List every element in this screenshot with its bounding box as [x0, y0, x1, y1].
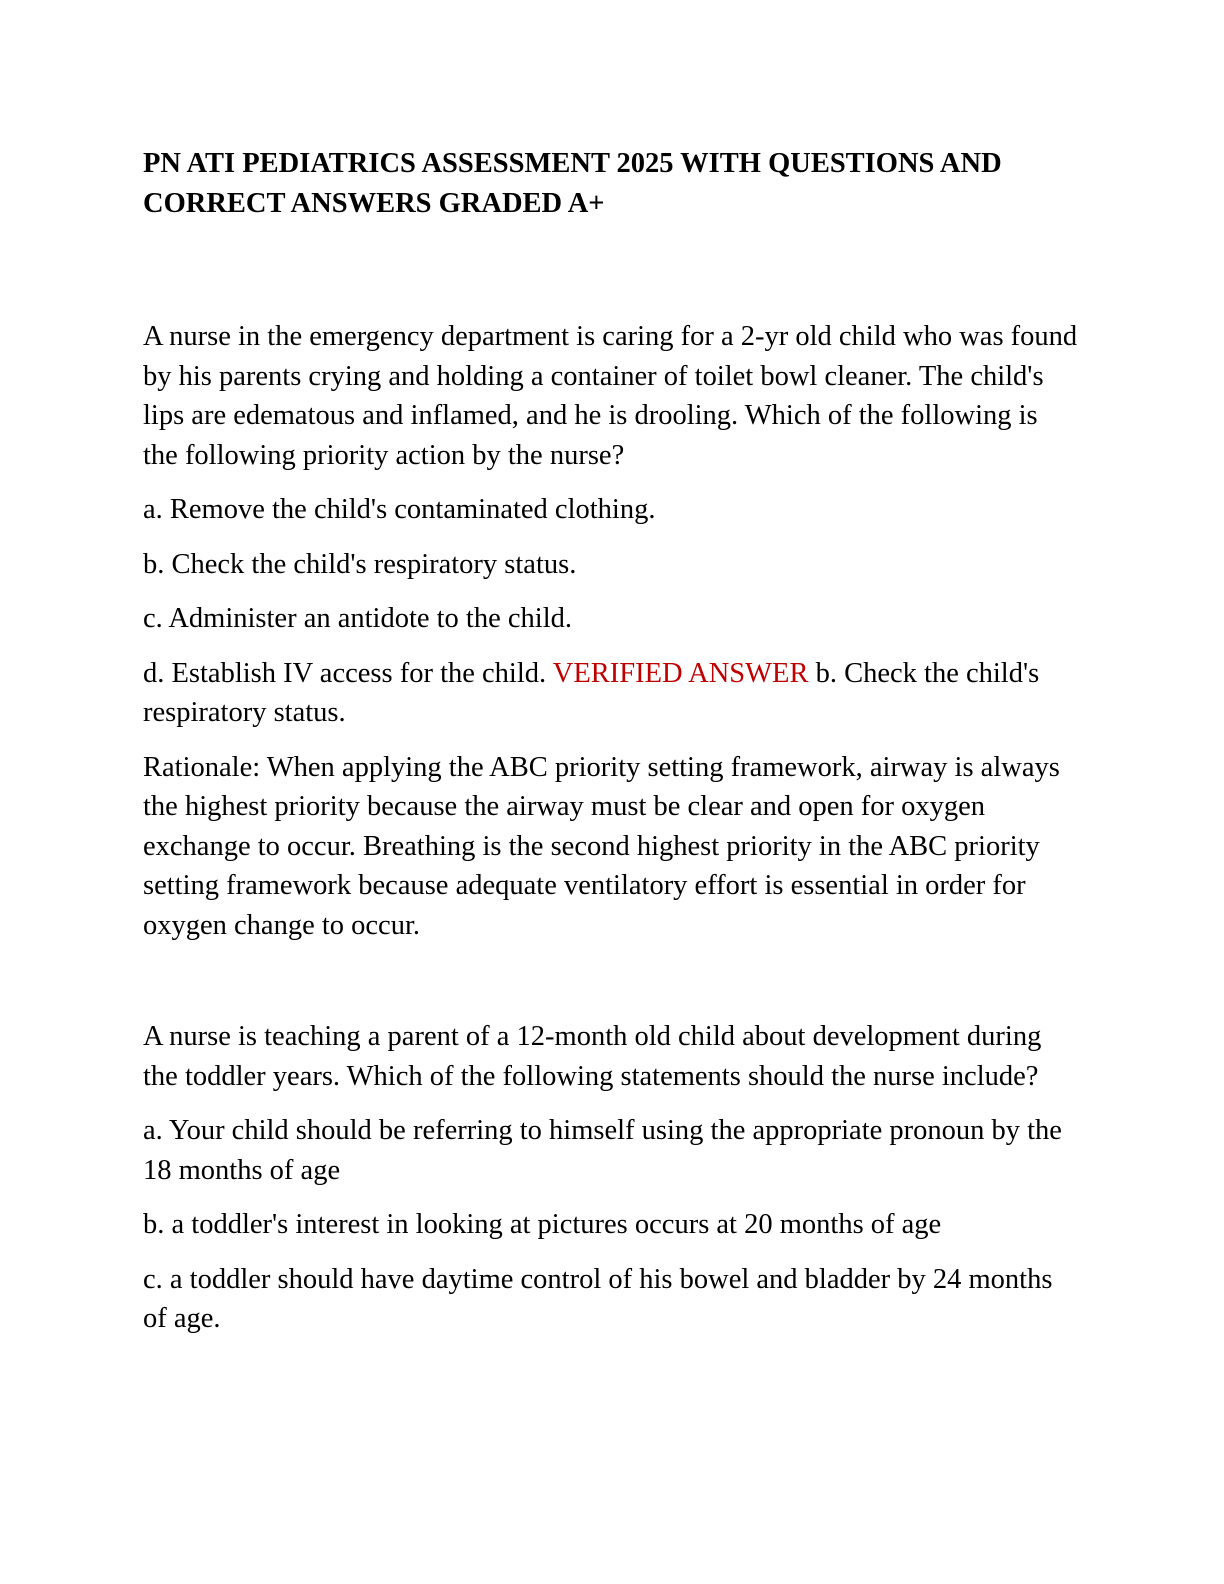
answer-option-a: a. Remove the child's contaminated clothing. — [143, 494, 656, 525]
question-stem: A nurse in the emergency department is caring for a 2-yr old child who was found by his parents crying and holding a container of toilet bowl cleaner. The child's lips are edematous and inflamed, and he is drooling. Which of the following is the following priority action by the nurse? — [143, 321, 1078, 471]
question-1 — [143, 317, 1078, 945]
answer-option-d-line — [143, 654, 1078, 733]
answer-option-a: a. Your child should be referring to himself using the appropriate pronoun by the 18 months of age — [143, 1115, 1062, 1186]
answer-option-c: c. Administer an antidote to the child. — [143, 603, 572, 634]
correct-answer: b. Check the child's respiratory status. — [143, 657, 1040, 728]
rationale: Rationale: When applying the ABC priority setting framework, airway is always the highest priority because the airway must be clear and open for oxygen exchange to occur. Breathing is the second highest priority in the ABC priority setting framework because adequate ventilatory effort is essential in order for oxygen change to occur. — [143, 751, 1060, 941]
document-title: PN ATI PEDIATRICS ASSESSMENT 2025 WITH QUESTIONS AND CORRECT ANSWERS GRADED A+ — [143, 148, 1002, 219]
question-2 — [143, 1017, 1078, 1339]
verified-answer-label: VERIFIED ANSWER — [552, 657, 809, 689]
document-page — [143, 144, 1078, 1339]
answer-option-c: c. a toddler should have daytime control of his bowel and bladder by 24 months of age. — [143, 1263, 1053, 1334]
answer-option-b: b. a toddler's interest in looking at pictures occurs at 20 months of age — [143, 1209, 942, 1240]
answer-option-d: d. Establish IV access for the child. — [143, 657, 547, 689]
answer-option-b: b. Check the child's respiratory status. — [143, 548, 577, 580]
question-stem: A nurse is teaching a parent of a 12-month old child about development during the toddler years. Which of the following statements should the nurse include? — [143, 1021, 1042, 1092]
